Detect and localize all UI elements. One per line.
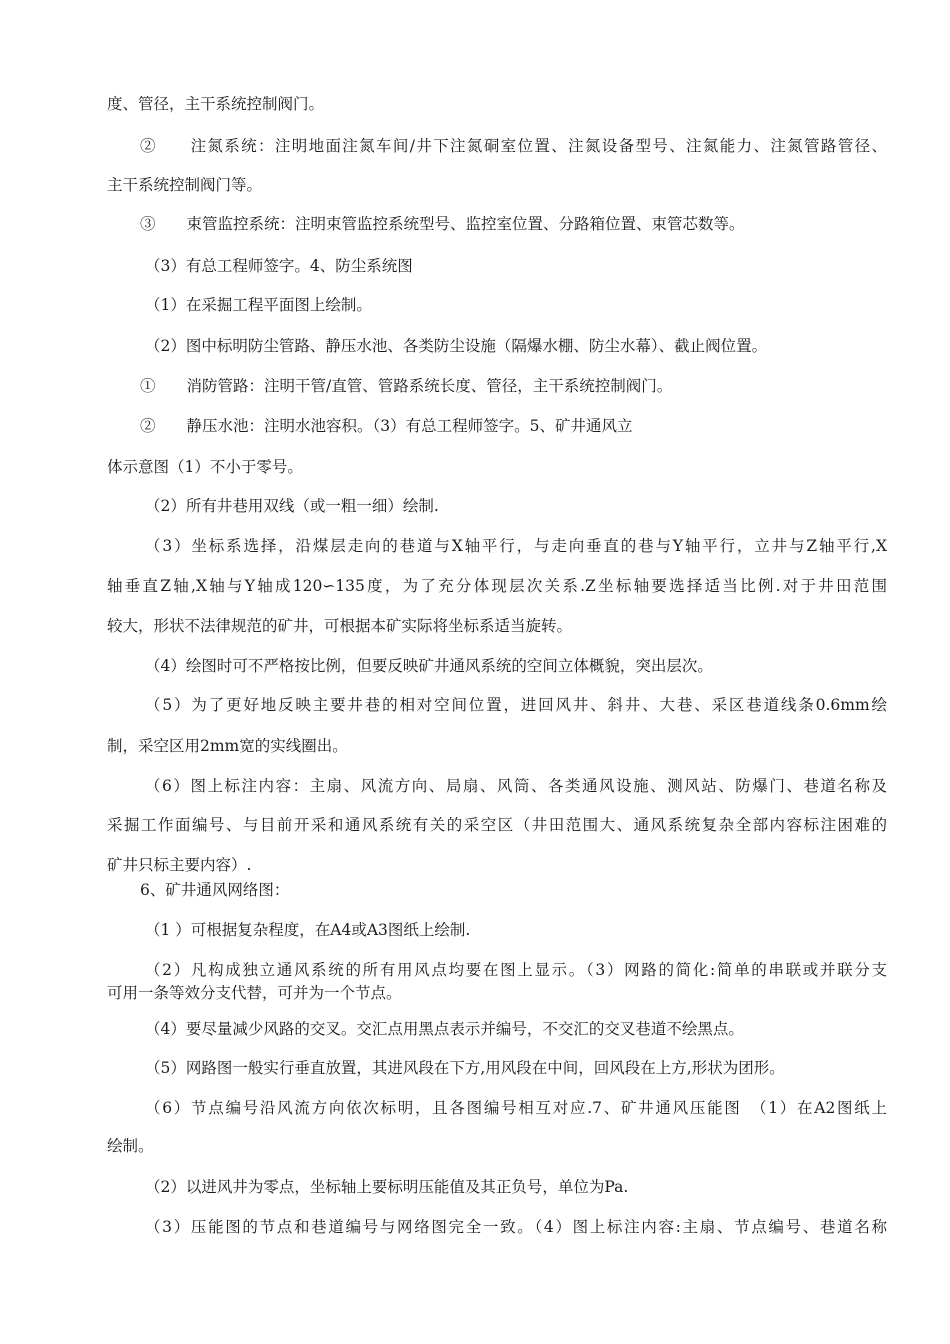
text-line-14: 较大，形状不法律规范的矿井，可根据本矿实际将坐标系适当旋转。 — [107, 617, 573, 635]
text-line-28: 绘制。 — [107, 1137, 154, 1155]
text-line-19: 采掘工作面编号、与目前开采和通风系统有关的采空区（井田范围大、通风系统复杂全部内容标注困难的 — [107, 816, 887, 834]
text-line-25: （4）要尽量减少风路的交叉。交汇点用黑点表示并编号，不交汇的交叉巷道不绘黑点。 — [145, 1020, 744, 1038]
text-line-24: 可用一条等效分支代替，可并为一个节点。 — [107, 984, 402, 1002]
text-line-12: （3）坐标系选择，沿煤层走向的巷道与X轴平行，与走向垂直的巷与Y轴平行，立井与Z轴平行,X — [145, 537, 887, 555]
text-line-7: （2）图中标明防尘管路、静压水池、各类防尘设施（隔爆水棚、防尘水幕）、截止阀位置。 — [145, 337, 768, 355]
text-line-22: （1 ）可根据复杂程度，在A4或A3图纸上绘制. — [145, 921, 471, 939]
text-line-3: 主干系统控制阀门等。 — [107, 176, 263, 194]
text-line-20: 矿井只标主要内容）. — [107, 856, 252, 874]
text-line-18: （6）图上标注内容：主扇、风流方向、局扇、风筒、各类通风设施、测风站、防爆门、巷道名称及 — [145, 777, 887, 795]
text-line-30: （3）压能图的节点和巷道编号与网络图完全一致。（4）图上标注内容:主扇、节点编号、巷道名称 — [145, 1218, 887, 1236]
text-line-16: （5）为了更好地反映主要井巷的相对空间位置，进回风井、斜井、大巷、采区巷道线条0.6mm绘 — [145, 696, 887, 714]
text-line-8: ① 消防管路：注明干管/直管、管路系统长度、管径，主干系统控制阀门。 — [140, 377, 673, 395]
text-line-6: （1）在采掘工程平面图上绘制。 — [145, 296, 372, 314]
text-line-21: 6、矿井通风网络图： — [140, 881, 290, 899]
text-line-11: （2）所有井巷用双线（或一粗一细）绘制. — [145, 497, 439, 515]
text-line-9: ② 静压水池：注明水池容积。（3）有总工程师签字。5、矿井通风立 — [140, 417, 633, 435]
text-line-27: （6）节点编号沿风流方向依次标明，且各图编号相互对应.7、矿井通风压能图 （1）在A2图纸上 — [145, 1099, 887, 1117]
text-line-13: 轴垂直Z轴,X轴与Y轴成120∽135度，为了充分体现层次关系.Z坐标轴要选择适当比例.对于井田范围 — [107, 577, 887, 595]
text-line-10: 体示意图（1）不小于零号。 — [107, 458, 303, 476]
text-line-26: （5）网路图一般实行垂直放置，其进风段在下方,用风段在中间，回风段在上方,形状为团形。 — [145, 1059, 785, 1077]
text-line-15: （4）绘图时可不严格按比例，但要反映矿井通风系统的空间立体概貌，突出层次。 — [145, 657, 713, 675]
text-line-29: （2）以进风井为零点，坐标轴上要标明压能值及其正负号，单位为Pa. — [145, 1178, 629, 1196]
text-line-23: （2）凡构成独立通风系统的所有用风点均要在图上显示。（3）网路的简化:简单的串联或并联分支 — [145, 961, 887, 979]
text-line-17: 制，采空区用2mm宽的实线圈出。 — [107, 737, 348, 755]
text-line-5: （3）有总工程师签字。4、防尘系统图 — [145, 257, 413, 275]
text-line-2: ② 注氮系统：注明地面注氮车间/井下注氮硐室位置、注氮设备型号、注氮能力、注氮管路管径、 — [140, 137, 887, 155]
text-line-4: ③ 束管监控系统：注明束管监控系统型号、监控室位置、分路箱位置、束管芯数等。 — [140, 215, 745, 233]
text-line-1: 度、管径，主干系统控制阀门。 — [107, 95, 325, 113]
